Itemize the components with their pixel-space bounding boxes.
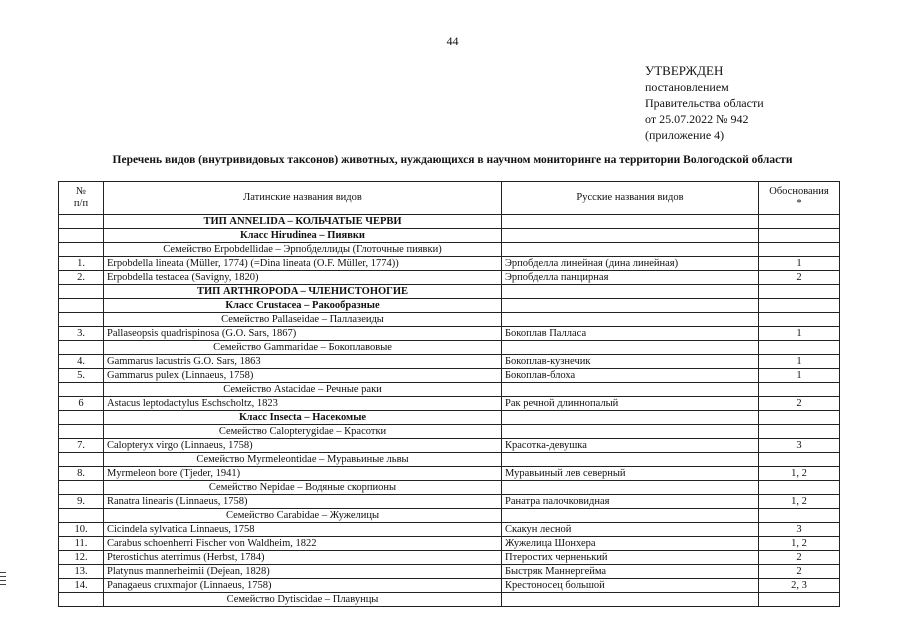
species-table-body [59, 215, 840, 607]
russian-name-cell [502, 215, 759, 229]
header-basis: Обоснования * [759, 182, 840, 215]
header-latin: Латинские названия видов [104, 182, 502, 215]
row-num-cell: 14. [59, 579, 104, 593]
russian-name-cell: Жужелица Шонхера [502, 537, 759, 551]
latin-name-cell: Astacus leptodactylus Eschscholtz, 1823 [104, 397, 502, 411]
taxon-heading: Семейство Myrmeleontidae – Муравьиные львы [104, 453, 502, 467]
approval-line: (приложение 4) [645, 128, 725, 142]
latin-name-cell: Ranatra linearis (Linnaeus, 1758) [104, 495, 502, 509]
species-row [59, 537, 840, 551]
document-title: Перечень видов (внутривидовых таксонов) животных, нуждающихся в научном мониторинге на территории Вологодской области [112, 154, 793, 166]
russian-name-cell: Ранатра палочковидная [502, 495, 759, 509]
species-row [59, 467, 840, 481]
row-num-cell: 8. [59, 467, 104, 481]
taxon-row [59, 481, 840, 495]
species-row [59, 565, 840, 579]
row-num-cell: 4. [59, 355, 104, 369]
row-num-cell [59, 341, 104, 355]
basis-cell: 1, 2 [759, 495, 840, 509]
species-row [59, 495, 840, 509]
species-row [59, 355, 840, 369]
basis-cell [759, 593, 840, 607]
latin-name-cell: Pterostichus aterrimus (Herbst, 1784) [104, 551, 502, 565]
row-num-cell: 6 [59, 397, 104, 411]
latin-name-cell: Myrmeleon bore (Tjeder, 1941) [104, 467, 502, 481]
margin-mark [0, 584, 6, 585]
taxon-heading: Семейство Gammaridae – Бокоплавовые [104, 341, 502, 355]
taxon-heading: Семейство Carabidae – Жужелицы [104, 509, 502, 523]
basis-cell [759, 383, 840, 397]
russian-name-cell: Эрпобделла панцирная [502, 271, 759, 285]
taxon-heading: Семейство Astacidae – Речные раки [104, 383, 502, 397]
approval-line: от 25.07.2022 № 942 [645, 112, 749, 126]
row-num-cell [59, 299, 104, 313]
taxon-row [59, 229, 840, 243]
margin-mark [0, 576, 6, 577]
header-russian: Русские названия видов [502, 182, 759, 215]
basis-cell [759, 313, 840, 327]
basis-cell: 2 [759, 271, 840, 285]
basis-cell [759, 425, 840, 439]
row-num-cell [59, 509, 104, 523]
russian-name-cell [502, 481, 759, 495]
latin-name-cell: Gammarus lacustris G.O. Sars, 1863 [104, 355, 502, 369]
basis-cell [759, 243, 840, 257]
basis-cell: 3 [759, 523, 840, 537]
table-header-row [59, 182, 840, 215]
species-table [58, 181, 840, 607]
latin-name-cell: Platynus mannerheimii (Dejean, 1828) [104, 565, 502, 579]
basis-cell [759, 453, 840, 467]
taxon-row [59, 593, 840, 607]
russian-name-cell [502, 425, 759, 439]
taxon-heading: ТИП ANNELIDA – КОЛЬЧАТЫЕ ЧЕРВИ [104, 215, 502, 229]
basis-cell [759, 411, 840, 425]
basis-cell: 1 [759, 369, 840, 383]
taxon-heading: Семейство Dytiscidae – Плавунцы [104, 593, 502, 607]
approval-line: постановлением [645, 80, 729, 94]
page-number: 44 [446, 34, 459, 48]
taxon-row [59, 243, 840, 257]
row-num-cell: 2. [59, 271, 104, 285]
russian-name-cell: Красотка-девушка [502, 439, 759, 453]
basis-cell: 1 [759, 327, 840, 341]
species-row [59, 271, 840, 285]
taxon-heading: Семейство Erpobdellidae – Эрпобделлиды (Глоточные пиявки) [104, 243, 502, 257]
latin-name-cell: Pallaseopsis quadrispinosa (G.O. Sars, 1867) [104, 327, 502, 341]
latin-name-cell: Carabus schoenherri Fischer von Waldheim, 1822 [104, 537, 502, 551]
taxon-row [59, 299, 840, 313]
basis-cell: 1, 2 [759, 537, 840, 551]
russian-name-cell: Скакун лесной [502, 523, 759, 537]
basis-cell: 2, 3 [759, 579, 840, 593]
row-num-cell [59, 411, 104, 425]
taxon-row [59, 425, 840, 439]
russian-name-cell [502, 453, 759, 467]
taxon-heading: Класс Crustacea – Ракообразные [104, 299, 502, 313]
russian-name-cell: Эрпобделла линейная (дина линейная) [502, 257, 759, 271]
row-num-cell [59, 313, 104, 327]
basis-cell [759, 341, 840, 355]
species-row [59, 327, 840, 341]
row-num-cell [59, 243, 104, 257]
row-num-cell [59, 425, 104, 439]
row-num-cell: 7. [59, 439, 104, 453]
basis-cell: 1 [759, 257, 840, 271]
russian-name-cell [502, 299, 759, 313]
russian-name-cell: Быстряк Маннергейма [502, 565, 759, 579]
species-row [59, 579, 840, 593]
basis-cell: 2 [759, 397, 840, 411]
basis-cell [759, 299, 840, 313]
row-num-cell: 10. [59, 523, 104, 537]
taxon-heading: Семейство Calopterygidae – Красотки [104, 425, 502, 439]
margin-mark [0, 572, 6, 573]
taxon-row [59, 383, 840, 397]
taxon-row [59, 313, 840, 327]
row-num-cell: 5. [59, 369, 104, 383]
taxon-row [59, 285, 840, 299]
taxon-heading: ТИП ARTHROPODA – ЧЛЕНИСТОНОГИЕ [104, 285, 502, 299]
row-num-cell: 1. [59, 257, 104, 271]
taxon-row [59, 215, 840, 229]
row-num-cell: 9. [59, 495, 104, 509]
basis-cell: 3 [759, 439, 840, 453]
russian-name-cell [502, 313, 759, 327]
row-num-cell [59, 215, 104, 229]
russian-name-cell [502, 593, 759, 607]
row-num-cell: 13. [59, 565, 104, 579]
russian-name-cell: Бокоплав-кузнечик [502, 355, 759, 369]
latin-name-cell: Gammarus pulex (Linnaeus, 1758) [104, 369, 502, 383]
latin-name-cell: Cicindela sylvatica Linnaeus, 1758 [104, 523, 502, 537]
basis-cell: 2 [759, 565, 840, 579]
basis-cell: 1, 2 [759, 467, 840, 481]
approval-line: Правительства области [645, 96, 764, 110]
row-num-cell [59, 481, 104, 495]
russian-name-cell [502, 341, 759, 355]
taxon-row [59, 411, 840, 425]
row-num-cell [59, 593, 104, 607]
row-num-cell: 12. [59, 551, 104, 565]
basis-cell [759, 229, 840, 243]
latin-name-cell: Erpobdella lineata (Müller, 1774) (=Dina lineata (O.F. Müller, 1774)) [104, 257, 502, 271]
row-num-cell [59, 383, 104, 397]
row-num-cell [59, 229, 104, 243]
row-num-cell [59, 453, 104, 467]
russian-name-cell: Рак речной длиннопалый [502, 397, 759, 411]
basis-cell [759, 509, 840, 523]
margin-mark [0, 580, 6, 581]
taxon-heading: Семейство Nepidae – Водяные скорпионы [104, 481, 502, 495]
species-row [59, 397, 840, 411]
russian-name-cell: Бокоплав-блоха [502, 369, 759, 383]
row-num-cell [59, 285, 104, 299]
species-row [59, 439, 840, 453]
basis-cell: 1 [759, 355, 840, 369]
latin-name-cell: Calopteryx virgo (Linnaeus, 1758) [104, 439, 502, 453]
russian-name-cell: Бокоплав Палласа [502, 327, 759, 341]
approval-line: УТВЕРЖДЕН [645, 63, 724, 78]
taxon-heading: Семейство Pallaseidae – Паллазеиды [104, 313, 502, 327]
approval-block [645, 63, 764, 143]
russian-name-cell: Птеростих черненький [502, 551, 759, 565]
species-row [59, 523, 840, 537]
row-num-cell: 11. [59, 537, 104, 551]
header-num: № п/п [59, 182, 104, 215]
russian-name-cell [502, 243, 759, 257]
basis-cell [759, 285, 840, 299]
taxon-heading: Класс Hirudinea – Пиявки [104, 229, 502, 243]
species-row [59, 369, 840, 383]
taxon-row [59, 453, 840, 467]
taxon-row [59, 341, 840, 355]
species-row [59, 257, 840, 271]
russian-name-cell [502, 411, 759, 425]
latin-name-cell: Erpobdella testacea (Savigny, 1820) [104, 271, 502, 285]
taxon-row [59, 509, 840, 523]
latin-name-cell: Panagaeus cruxmajor (Linnaeus, 1758) [104, 579, 502, 593]
basis-cell: 2 [759, 551, 840, 565]
russian-name-cell [502, 229, 759, 243]
russian-name-cell [502, 285, 759, 299]
taxon-heading: Класс Insecta – Насекомые [104, 411, 502, 425]
basis-cell [759, 481, 840, 495]
basis-cell [759, 215, 840, 229]
russian-name-cell [502, 383, 759, 397]
russian-name-cell [502, 509, 759, 523]
russian-name-cell: Крестоносец большой [502, 579, 759, 593]
species-row [59, 551, 840, 565]
row-num-cell: 3. [59, 327, 104, 341]
russian-name-cell: Муравьиный лев северный [502, 467, 759, 481]
